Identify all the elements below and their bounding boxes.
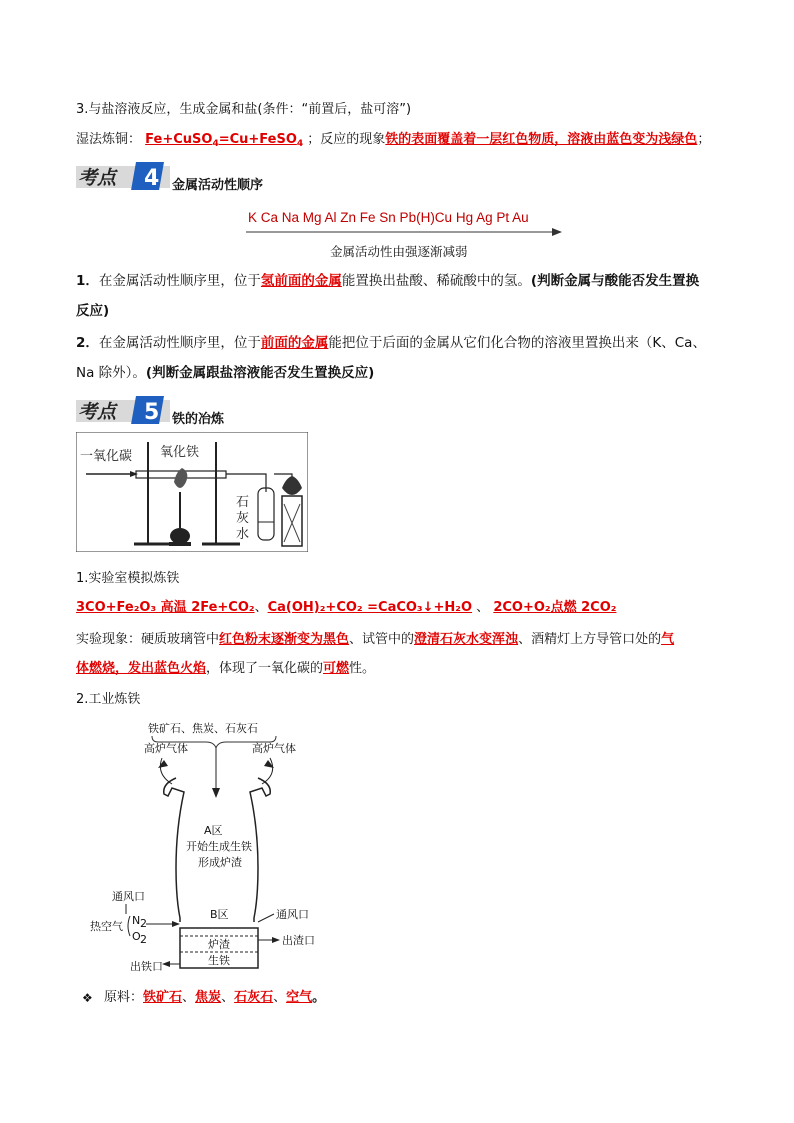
- sec3-title: 3.与盐溶液反应，生成金属和盐(条件：“前置后，盐可溶”): [76, 102, 412, 117]
- activity-series: K Ca Na Mg Al Zn Fe Sn Pb(H)Cu Hg Ag Pt Au: [248, 210, 529, 225]
- gas-left-label: 高炉气体: [144, 742, 188, 755]
- svg-text:5: 5: [144, 400, 160, 424]
- co-label: 一氧化碳: [80, 449, 133, 464]
- observation-line-1: 实验现象：硬质玻璃管中红色粉末逐渐变为黑色、试管中的澄清石灰水变浑浊、酒精灯上方导管口处的气: [76, 632, 675, 647]
- kaodian5-title: 铁的冶炼: [172, 412, 225, 427]
- zone-a-label: A区: [204, 824, 223, 837]
- raw-materials-line: 原料：铁矿石、焦炭、石灰石、空气。: [104, 990, 326, 1005]
- series-caption: 金属活动性由强逐渐减弱: [330, 244, 468, 259]
- eq-reduction: 3CO+Fe₂O₃ 高温 2Fe+CO₂: [76, 600, 255, 615]
- gas-right-label: 高炉气体: [252, 742, 296, 755]
- svg-text:开始生成生铁: 开始生成生铁: [186, 840, 252, 853]
- kaodian4-title: 金属活动性顺序: [172, 178, 264, 193]
- svg-text:O: O: [132, 930, 141, 943]
- raw-materials-label: 铁矿石、焦炭、石灰石: [148, 722, 258, 735]
- sec3-eq-line: 湿法炼铜： Fe+CuSO$_4$=Cu+FeSO$_4$ ；反应的现象铁的表面覆盖着一层红色物质，溶液由蓝色变为浅绿色；: [76, 132, 711, 149]
- sec3-prefix: 湿法炼铜：: [76, 132, 142, 147]
- zone-b-label: B区: [210, 908, 229, 921]
- sec3-mid: ；反应的现象: [307, 132, 386, 147]
- eq-combustion: 2CO+O₂点燃 2CO₂: [493, 600, 617, 615]
- kaodian4-p2: 2．在金属活动性顺序里，位于前面的金属能把位于后面的金属从它们化合物的溶液里置换出来（K、Ca、: [76, 335, 706, 351]
- bullet-icon: ❖: [82, 991, 93, 1005]
- slag-outlet-label: 出渣口: [282, 934, 315, 947]
- svg-text:N: N: [132, 914, 141, 927]
- iron-smelting-apparatus: [76, 432, 308, 552]
- svg-text:考点: 考点: [78, 401, 117, 423]
- kaodian4-banner: [76, 162, 170, 190]
- vent-right-label: 通风口: [276, 908, 309, 921]
- svg-text:2: 2: [140, 933, 147, 946]
- slag-label: 炉渣: [208, 938, 230, 951]
- fe2o3-label: 氧化铁: [160, 445, 200, 460]
- kaodian5-banner: [76, 396, 170, 424]
- series-arrow: [246, 227, 562, 237]
- sec3-phenomenon: 铁的表面覆盖着一层红色物质，溶液由蓝色变为浅绿色: [385, 132, 698, 147]
- vent-left-label: 通风口: [112, 890, 145, 903]
- svg-text:水: 水: [236, 527, 250, 542]
- kaodian4-p2-cont: Na 除外）。(判断金属跟盐溶液能否发生置换反应): [76, 365, 375, 381]
- kaodian4-p1: 1．在金属活动性顺序里，位于氢前面的金属能置换出盐酸、稀硫酸中的氢。(判断金属与酸能否发生置换: [76, 273, 700, 289]
- eq-limewater: Ca(OH)₂+CO₂ =CaCO₃↓+H₂O: [267, 600, 473, 615]
- iron-label: 生铁: [208, 954, 230, 967]
- sec3-equation: Fe+CuSO$_4$=Cu+FeSO$_4$: [145, 132, 304, 149]
- svg-text:形成炉渣: 形成炉渣: [198, 856, 242, 869]
- kaodian4-p1-note2: 反应): [76, 303, 110, 319]
- iron-outlet-label: 出铁口: [130, 960, 163, 973]
- hot-air-label: 热空气: [90, 920, 123, 933]
- observation-line-2: 体燃烧，发出蓝色火焰，体现了一氧化碳的可燃性。: [76, 661, 376, 676]
- blast-furnace-diagram: [86, 718, 346, 976]
- svg-text:石: 石: [236, 495, 250, 510]
- svg-text:4: 4: [144, 166, 160, 190]
- lab-title: 1.实验室模拟炼铁: [76, 571, 180, 586]
- industry-title: 2.工业炼铁: [76, 692, 141, 707]
- svg-text:灰: 灰: [236, 511, 250, 526]
- lab-equations: 3CO+Fe₂O₃ 高温 2Fe+CO₂、Ca(OH)₂+CO₂ =CaCO₃↓+H₂O 、 2CO+O₂点燃 2CO₂: [76, 600, 617, 615]
- svg-text:考点: 考点: [78, 167, 117, 189]
- svg-text:2: 2: [140, 917, 147, 930]
